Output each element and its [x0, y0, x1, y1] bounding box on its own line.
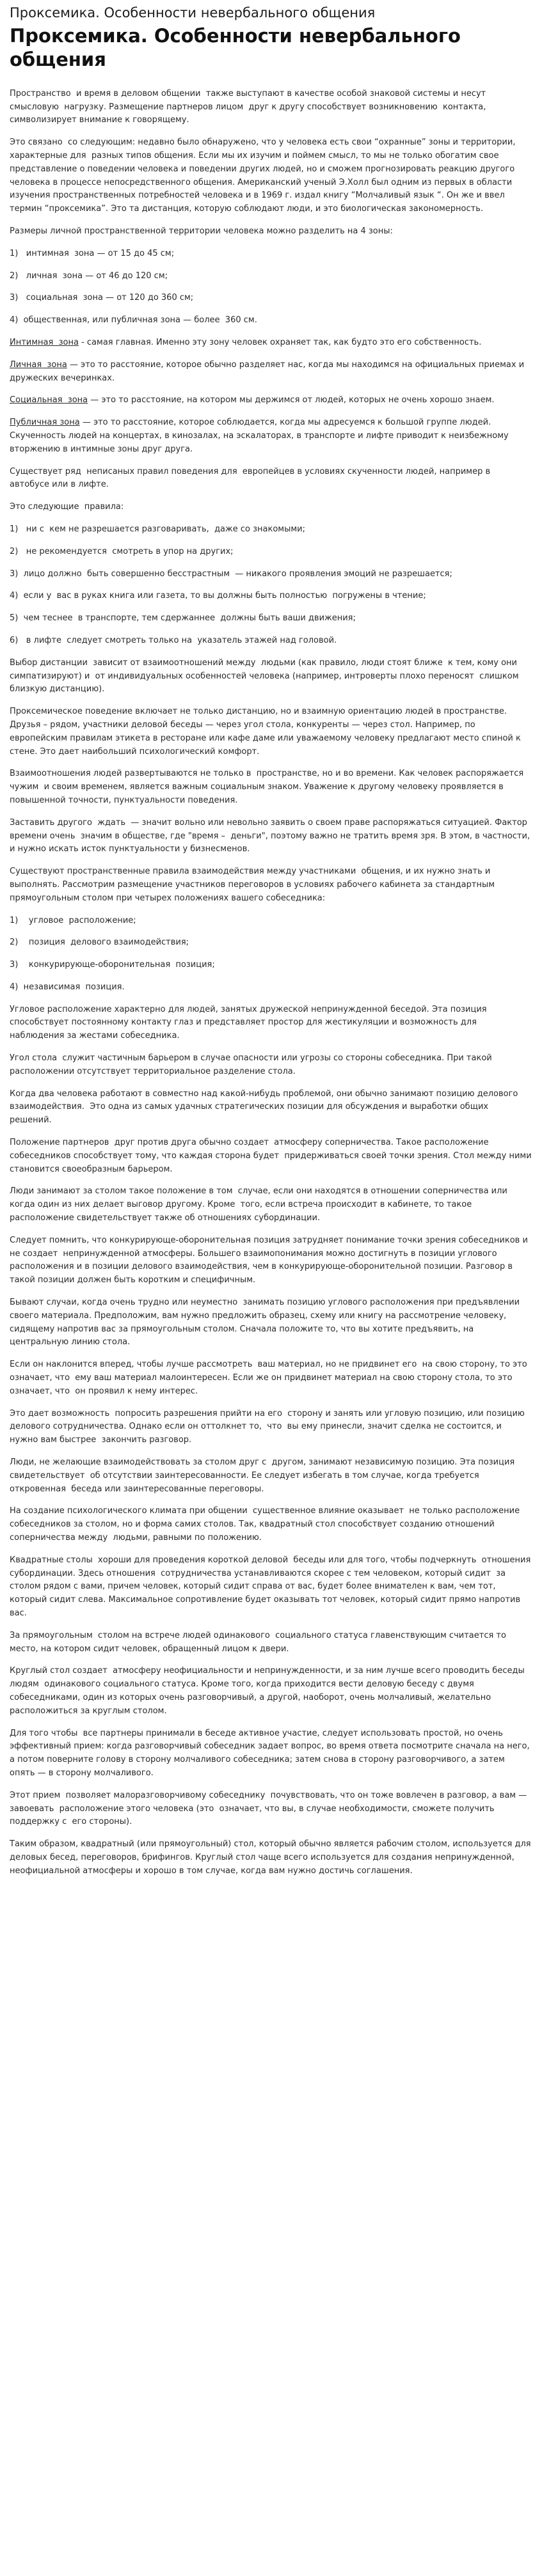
paragraph-text: 2) позиция делового взаимодействия;	[10, 938, 189, 948]
article-paragraph	[10, 314, 532, 327]
article-paragraph	[10, 1136, 532, 1176]
article-paragraph	[10, 136, 532, 216]
paragraph-text: Взаимоотношения людей развертываются не только в пространстве, но и во времени. Как человек распоряжается чужим и своим временем, является важным социальным знаком. Уважение к другому человеку проявляется в повышенной точности, пунктуальности поведения.	[10, 769, 527, 805]
article-paragraph	[10, 501, 532, 514]
article-paragraph	[10, 1185, 532, 1225]
article-paragraph	[10, 612, 532, 625]
paragraph-text: Проксемическое поведение включает не только дистанцию, но и взаимную ориентацию людей в пространстве. Друзья – рядом, участники деловой беседы — через угол стола, конкуренты — через стол. Например, по европейским правилам этикета в ресторане или кафе даме или уважаемому человеку предлагают место спиной к стене. Это дает наибольший психологический комфорт.	[10, 707, 523, 757]
paragraph-text: Угол стола служит частичным барьером в случае опасности или угрозы со стороны собеседника. При такой расположении отсутствует территориальное разделение стола.	[10, 1053, 495, 1076]
article-paragraph	[10, 568, 532, 581]
paragraph-text: Квадратные столы хороши для проведения короткой деловой беседы или для того, чтобы подчеркнуть отношения субординации. Здесь отношения сотрудничества устанавливаются скорее с тем человеком, который сидит за столом рядом с вами, причем человек, который сидит справа от вас, будет более внимателен к вам, чем тот, который сидит слева. Максимальное сопротивление будет оказывать тот человек, который сидит прямо напротив вас.	[10, 1555, 534, 1618]
paragraph-text: Люди, не желающие взаимодействовать за столом друг с другом, занимают независимую позицию. Эта позиция свидетельствует об отсутствии заинтересованности. Ее следует избегать в том случае, когда требуется откровенная беседа или заинтересованные переговоры.	[10, 1457, 518, 1494]
zone-term: Интимная зона	[10, 338, 79, 347]
page-title: Проксемика. Особенности невербального общения	[10, 5, 376, 20]
article-paragraph	[10, 416, 532, 456]
article-paragraph	[10, 1789, 532, 1829]
article-paragraph	[10, 523, 532, 537]
paragraph-text: 4) независимая позиция.	[10, 982, 125, 992]
article-paragraph	[10, 1554, 532, 1621]
article-paragraph	[10, 1505, 532, 1544]
article-paragraph	[10, 865, 532, 905]
paragraph-text: 3) конкурирующе-оборонительная позиция;	[10, 960, 215, 970]
paragraph-text: 3) социальная зона — от 120 до 360 см;	[10, 293, 194, 303]
paragraph-text: 2) личная зона — от 46 до 120 см;	[10, 271, 168, 281]
article-paragraph	[10, 959, 532, 972]
paragraph-text: 5) чем теснее в транспорте, тем сдержаннее должны быть ваши движения;	[10, 613, 356, 624]
article-paragraph	[10, 817, 532, 856]
paragraph-text: Выбор дистанции зависит от взаимоотношений между людьми (как правило, люди стоят ближе к тем, кому они симпатизируют) и от индивидуальных особенностей человека (например, интроверты плохо переносят слишком близкую дистанцию).	[10, 657, 522, 695]
article-paragraph	[10, 705, 532, 758]
article-paragraph	[10, 292, 532, 305]
paragraph-text: 1) угловое расположение;	[10, 915, 136, 925]
paragraph-text: За прямоугольным столом на встрече людей одинакового социального статуса главенствующим считается то место, на котором сидит человек, обращенный лицом к двери.	[10, 1630, 509, 1654]
paragraph-text: На создание психологического климата при общении существенное влияние оказывает не только расположение собеседников за столом, но и форма самих столов. Так, квадратный стол способствует созданию отношений соперничества между людьми, равными по положению.	[10, 1506, 523, 1543]
paragraph-text: Размеры личной пространственной территории человека можно разделить на 4 зоны:	[10, 226, 393, 237]
paragraph-text: Это следующие правила:	[10, 502, 124, 512]
article-paragraph	[10, 336, 532, 350]
paragraph-text: — это то расстояние, на котором мы держимся от людей, которых не очень хорошо знаем.	[88, 395, 495, 405]
article-paragraph	[10, 1296, 532, 1349]
article-paragraph	[10, 936, 532, 950]
paragraph-text: 2) не рекомендуется смотреть в упор на других;	[10, 546, 234, 556]
article-body	[10, 88, 532, 1878]
paragraph-text: Люди занимают за столом такое положение в том случае, если они находятся в отношении соперничества или когда один из них делает выговор другому. Кроме того, если встреча происходит в кабинете, то такое расположение свидетельствует также об отношениях субординации.	[10, 1186, 511, 1223]
article-paragraph	[10, 590, 532, 603]
article-paragraph	[10, 270, 532, 283]
article-paragraph	[10, 359, 532, 386]
paragraph-text: — это то расстояние, которое обычно разделяет нас, когда мы находимся на официальных приемах и дружеских вечеринках.	[10, 359, 527, 383]
article-paragraph	[10, 634, 532, 648]
paragraph-text: Следует помнить, что конкурирующе-оборонительная позиция затрудняет понимание точки зрения собеседников и не создает непринужденной атмосферы. Большего взаимопонимания можно достигнуть в позиции углового расположения и в позиции делового взаимодействия, чем в конкурирующе-оборонительной позиции. Разговор в такой позиции должен быть коротким и специфичным.	[10, 1235, 531, 1285]
paragraph-text: 3) лицо должно быть совершенно бесстрастным — никакого проявления эмоций не разрешается;	[10, 569, 452, 579]
article-paragraph	[10, 767, 532, 807]
article-paragraph	[10, 1665, 532, 1718]
paragraph-text: Круглый стол создает атмосферу неофициальности и непринужденности, и за ним лучше всего проводить беседы людям одинакового социального статуса. Кроме того, когда приходится вести деловую беседу с двумя собеседниками, один из которых очень разговорчивый, а другой, наоборот, очень молчаливый, желательно расположиться за круглым столом.	[10, 1666, 527, 1716]
paragraph-text: Это связано со следующим: недавно было обнаружено, что у человека есть свои “охранные” зоны и территории, характерные для разных типов общения. Если мы их изучим и поймем смысл, то мы не только обогатим свое представление о поведении человека и поведении других людей, но и сможем прогнозировать реакцию другого человека в процессе непосредственного общения. Американский ученый Э.Холл был одним из первых в области изучения пространственных потребностей человека и в 1969 г. издал книгу “Молчаливый язык “. Он же и ввел термин “проксемика”. Это та дистанция, которую соблюдают люди, и это биологическая закономерность.	[10, 137, 518, 214]
zone-term: Личная зона	[10, 359, 67, 370]
article-paragraph	[10, 981, 532, 994]
article-title: Проксемика. Особенности невербального общения	[10, 25, 461, 70]
paragraph-text: 6) в лифте следует смотреть только на указатель этажей над головой.	[10, 635, 337, 645]
article-paragraph	[10, 1234, 532, 1287]
article-paragraph	[10, 1838, 532, 1878]
paragraph-text: Если он наклонится вперед, чтобы лучше рассмотреть ваш материал, но не придвинет его на свою сторону, то это означает, что ему ваш материал малоинтересен. Если же он придвинет материал на свою сторону стола, то это означает, что он проявил к нему интерес.	[10, 1360, 530, 1396]
article-paragraph	[10, 1088, 532, 1127]
paragraph-text: Для того чтобы все партнеры принимали в беседе активное участие, следует использовать простой, но очень эффективный прием: когда разговорчивый собеседник задает вопрос, во время ответа посмотрите сначала на него, а потом поверните голову в сторону молчаливого собеседника; затем снова в сторону разговорчивого, а затем опять — в сторону молчаливого.	[10, 1728, 532, 1778]
article-paragraph	[10, 1052, 532, 1079]
paragraph-text: Таким образом, квадратный (или прямоугольный) стол, который обычно является рабочим столом, используется для деловых бесед, переговоров, брифингов. Круглый стол чаще всего используется для создания непринужденной, неофициальной атмосферы и хорошо в том случае, когда вам нужно достичь соглашения.	[10, 1839, 534, 1876]
article-paragraph	[10, 88, 532, 127]
article-paragraph	[10, 915, 532, 928]
paragraph-text: - самая главная. Именно эту зону человек охраняет так, как будто это его собственность.	[78, 338, 482, 347]
zone-term: Публичная зона	[10, 418, 80, 428]
article-paragraph	[10, 1003, 532, 1043]
article-paragraph	[10, 1630, 532, 1656]
paragraph-text: Пространство и время в деловом общении также выступают в качестве особой знаковой системы и несут смысловую нагрузку. Размещение партнеров лицом друг к другу способствует возникновению контакта, символизирует внимание к говорящему.	[10, 88, 489, 125]
paragraph-text: Это дает возможность попросить разрешения прийти на его сторону и занять или угловую позицию, или позицию делового сотрудничества. Однако если он оттолкнет то, что вы ему принесли, значит сделка не состоится, и нужно вам быстрее закончить разговор.	[10, 1408, 527, 1445]
paragraph-text: 1) интимная зона — от 15 до 45 см;	[10, 248, 175, 258]
article-paragraph	[10, 657, 532, 696]
paragraph-text: Когда два человека работают в совместно над какой-нибудь проблемой, они обычно занимают позицию делового взаимодействия. Это одна из самых удачных стратегических позиции для обсуждения и выработки общих решений.	[10, 1088, 523, 1126]
article-paragraph	[10, 225, 532, 239]
article-paragraph	[10, 247, 532, 261]
article-paragraph	[10, 1408, 532, 1447]
paragraph-text: Бывают случаи, когда очень трудно или неуместно занимать позицию углового расположения при предъявлении своего материала. Предположим, вам нужно предложить образец, схему или книгу на рассмотрение человеку, сидящему напротив вас за прямоугольным столом. Сначала положите то, что вы хотите предъявить, на центральную линию стола.	[10, 1298, 523, 1347]
paragraph-text: Угловое расположение характерно для людей, занятых дружеской непринужденной беседой. Эта позиция способствует постоянному контакту глаз и представляет простор для жестикуляции и возможность для наблюдения за жестами собеседника.	[10, 1004, 490, 1041]
paragraph-text: 4) общественная, или публичная зона — более 360 см.	[10, 315, 257, 326]
paragraph-text: 1) ни с кем не разрешается разговаривать, даже со знакомыми;	[10, 524, 305, 534]
paragraph-text: Существуют пространственные правила взаимодействия между участниками общения, и их нужно знать и выполнять. Рассмотрим размещение участников переговоров в условиях рабочего кабинета за стандартным прямоугольным столом при четырех положениях вашего собеседника:	[10, 867, 498, 903]
paragraph-text: Заставить другого ждать — значит вольно или невольно заявить о своем праве распоряжаться ситуацией. Фактор времени очень значим в обществе, где "время – деньги", поэтому важно не тратить время зря. В этом, в частности, и нужно искать исток пунктуальности у бизнесменов.	[10, 817, 533, 854]
paragraph-text: Этот прием позволяет малоразговорчивому собеседнику почувствовать, что он тоже вовлечен в разговор, а вам — завоевать расположение этого человека (это означает, что вы, в случае необходимости, сможете получить поддержку с его стороны).	[10, 1790, 530, 1827]
paragraph-text: — это то расстояние, которое соблюдается, когда мы адресуемся к большой группе людей. Скученность людей на концертах, в кинозалах, на эскалаторах, в транспорте и лифте приводит к неизбежному вторжению в интимные зоны друг друга.	[10, 418, 511, 454]
paragraph-text: 4) если у вас в руках книга или газета, то вы должны быть полностью погружены в чтение;	[10, 591, 426, 601]
paragraph-text: Существует ряд неписаных правил поведения для европейцев в условиях скученности людей, например в автобусе или в лифте.	[10, 466, 493, 490]
paragraph-text: Положение партнеров друг против друга обычно создает атмосферу соперничества. Такое расположение собеседников способствует тому, что каждая сторона будет придерживаться своей точки зрения. Стол между ними становится своеобразным барьером.	[10, 1138, 534, 1174]
article-paragraph	[10, 1727, 532, 1780]
article-paragraph	[10, 1456, 532, 1496]
zone-term: Социальная зона	[10, 395, 88, 405]
article-paragraph	[10, 546, 532, 559]
article-paragraph	[10, 1358, 532, 1398]
article-paragraph	[10, 466, 532, 492]
article-paragraph	[10, 394, 532, 407]
